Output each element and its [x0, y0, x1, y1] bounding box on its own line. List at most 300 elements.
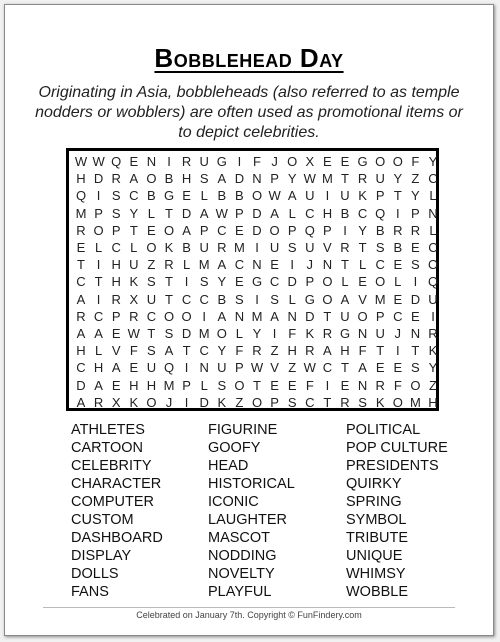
grid-letter: T: [165, 274, 173, 290]
word-list: [71, 421, 451, 601]
grid-letter: N: [287, 308, 297, 324]
grid-letter: S: [287, 240, 297, 255]
grid-letter: Z: [270, 343, 279, 359]
grid-letter: Z: [288, 360, 297, 376]
grid-letter: Z: [235, 394, 244, 410]
grid-letter: B: [164, 171, 174, 187]
grid-letter: A: [217, 257, 227, 273]
grid-letter: F: [305, 377, 314, 393]
grid-letter: T: [253, 377, 261, 393]
word-list-item: SPRING: [346, 494, 402, 510]
grid-letter: U: [199, 240, 209, 255]
grid-letter: H: [76, 343, 86, 359]
grid-letter: I: [290, 257, 294, 273]
grid-letter: M: [251, 308, 263, 324]
grid-letter: R: [111, 171, 121, 187]
word-list-item: TRIBUTE: [346, 530, 409, 546]
grid-letter: C: [111, 240, 121, 255]
footer-text: Celebrated on January 7th. Copyright © FunFindery.com: [136, 610, 362, 620]
grid-letter: N: [146, 154, 157, 169]
grid-letter: V: [111, 343, 121, 359]
grid-row: [69, 273, 439, 291]
grid-letter: P: [270, 171, 279, 187]
grid-row: [69, 205, 436, 223]
grid-letter: U: [129, 257, 139, 273]
grid-letter: L: [182, 257, 191, 273]
grid-letter: O: [322, 274, 333, 290]
grid-letter: O: [251, 394, 263, 410]
grid-letter: A: [199, 205, 209, 221]
grid-letter: L: [288, 291, 296, 307]
grid-row: [69, 308, 436, 326]
grid-letter: I: [431, 308, 435, 324]
grid-letter: Z: [147, 257, 156, 273]
grid-letter: Y: [358, 222, 367, 238]
grid-letter: U: [340, 188, 350, 204]
grid-letter: M: [198, 326, 210, 341]
grid-letter: C: [375, 257, 385, 273]
grid-letter: R: [164, 257, 174, 273]
grid-letter: V: [358, 291, 367, 307]
grid-letter: B: [182, 240, 191, 255]
grid-letter: A: [270, 205, 279, 221]
word-list-item: DASHBOARD: [71, 530, 163, 546]
grid-letter: B: [235, 188, 244, 204]
grid-letter: F: [129, 343, 138, 359]
grid-letter: S: [199, 274, 209, 290]
grid-letter: R: [340, 240, 350, 255]
grid-letter: E: [270, 377, 279, 393]
grid-letter: M: [409, 394, 421, 410]
grid-letter: R: [375, 377, 385, 393]
grid-letter: B: [393, 240, 403, 255]
grid-letter: F: [393, 377, 402, 393]
grid-letter: C: [234, 257, 245, 273]
grid-letter: E: [270, 257, 279, 273]
grid-letter: S: [111, 188, 121, 204]
grid-letter: P: [287, 222, 297, 238]
grid-letter: Y: [428, 360, 438, 376]
grid-letter: E: [411, 240, 420, 255]
grid-letter: I: [184, 274, 189, 290]
grid-letter: K: [358, 188, 367, 204]
grid-letter: M: [374, 291, 386, 307]
grid-letter: A: [76, 394, 86, 410]
grid-letter: U: [305, 240, 315, 255]
grid-letter: R: [252, 343, 262, 359]
grid-letter: A: [164, 343, 174, 359]
grid-letter: I: [237, 154, 242, 169]
grid-letter: L: [200, 377, 208, 393]
grid-letter: C: [199, 291, 209, 307]
grid-letter: I: [184, 394, 189, 410]
grid-letter: R: [129, 308, 139, 324]
grid-letter: Y: [217, 274, 227, 290]
grid-letter: Q: [163, 360, 175, 376]
grid-letter: L: [358, 257, 367, 273]
grid-letter: A: [287, 188, 297, 204]
grid-letter: E: [76, 240, 86, 255]
grid-letter: B: [375, 222, 385, 238]
grid-letter: I: [395, 205, 400, 221]
grid-letter: W: [303, 171, 316, 187]
grid-letter: O: [146, 171, 157, 187]
grid-letter: Q: [375, 205, 386, 221]
word-list-item: FIGURINE: [208, 422, 278, 438]
grid-letter: L: [288, 205, 296, 221]
grid-letter: U: [269, 240, 280, 255]
grid-letter: D: [410, 291, 421, 307]
grid-letter: R: [305, 343, 315, 359]
grid-letter: L: [341, 274, 349, 290]
grid-letter: P: [323, 222, 332, 238]
grid-letter: K: [129, 394, 139, 410]
grid-letter: A: [111, 360, 121, 376]
grid-letter: I: [325, 188, 330, 204]
grid-letter: T: [129, 222, 138, 238]
grid-letter: S: [375, 240, 385, 255]
grid-row: [69, 170, 436, 188]
grid-letter: Y: [393, 171, 403, 187]
word-list-item: HISTORICAL: [208, 476, 295, 492]
grid-letter: G: [163, 188, 175, 204]
page-title: Bobblehead Day: [154, 43, 344, 73]
grid-letter: C: [76, 360, 86, 376]
grid-letter: C: [322, 360, 333, 376]
grid-letter: J: [271, 154, 278, 169]
grid-letter: M: [198, 257, 210, 273]
grid-letter: N: [357, 326, 368, 341]
grid-letter: D: [305, 308, 315, 324]
grid-letter: E: [182, 188, 191, 204]
grid-letter: L: [94, 240, 103, 255]
grid-letter: G: [357, 154, 368, 169]
grid-letter: J: [165, 394, 173, 410]
grid-letter: C: [181, 291, 192, 307]
grid-letter: S: [270, 291, 279, 307]
grid-letter: F: [235, 343, 244, 359]
grid-letter: P: [305, 274, 315, 290]
grid-letter: A: [217, 308, 227, 324]
grid-letter: I: [343, 222, 347, 238]
grid-letter: P: [182, 377, 191, 393]
grid-letter: C: [217, 222, 227, 238]
grid-row: [69, 239, 436, 257]
word-list-item: LAUGHTER: [208, 512, 287, 528]
grid-letter: T: [376, 343, 385, 359]
grid-letter: F: [411, 154, 420, 169]
grid-letter: I: [96, 291, 101, 307]
grid-letter: J: [306, 257, 314, 273]
grid-letter: O: [251, 188, 263, 204]
word-list-item: FANS: [71, 584, 109, 600]
grid-letter: D: [199, 394, 209, 410]
grid-letter: U: [199, 154, 209, 169]
grid-letter: I: [96, 188, 101, 204]
grid-letter: O: [410, 377, 421, 393]
grid-letter: R: [76, 308, 86, 324]
grid-letter: W: [74, 154, 88, 169]
grid-letter: P: [235, 205, 244, 221]
grid-letter: W: [215, 205, 228, 221]
grid-letter: E: [411, 308, 420, 324]
grid-letter: M: [321, 171, 333, 187]
grid-letter: L: [394, 274, 402, 290]
worksheet-page: [4, 4, 494, 636]
grid-letter: E: [393, 257, 403, 273]
grid-letter: K: [217, 394, 227, 410]
word-list-item: ICONIC: [208, 494, 259, 510]
grid-letter: K: [375, 394, 385, 410]
grid-letter: C: [76, 274, 86, 290]
word-list-item: WHIMSY: [346, 566, 406, 582]
grid-letter: Z: [411, 171, 420, 187]
word-list-column-2: [208, 421, 295, 601]
grid-row: [69, 222, 436, 240]
grid-letter: L: [147, 205, 155, 221]
grid-letter: D: [287, 274, 297, 290]
grid-letter: A: [76, 326, 86, 341]
grid-letter: E: [235, 274, 244, 290]
grid-letter: L: [235, 326, 243, 341]
grid-letter: T: [341, 171, 349, 187]
grid-letter: U: [146, 360, 157, 376]
word-list-item: HEAD: [208, 458, 249, 474]
grid-letter: C: [428, 240, 438, 255]
grid-letter: P: [111, 222, 121, 238]
grid-letter: F: [288, 326, 297, 341]
grid-letter: U: [146, 291, 157, 307]
grid-letter: R: [428, 326, 438, 341]
grid-letter: O: [392, 394, 403, 410]
grid-letter: E: [393, 360, 403, 376]
grid-letter: D: [181, 205, 192, 221]
word-search-grid: [66, 148, 439, 411]
grid-letter: O: [93, 222, 104, 238]
grid-letter: N: [252, 257, 262, 273]
grid-letter: I: [413, 274, 418, 290]
grid-letter: T: [393, 188, 402, 204]
grid-letter: K: [164, 240, 174, 255]
grid-letter: E: [129, 154, 139, 169]
word-list-item: QUIRKY: [346, 476, 402, 492]
grid-letter: W: [250, 360, 264, 376]
grid-letter: R: [181, 154, 192, 169]
grid-letter: O: [287, 154, 298, 169]
grid-letter: T: [323, 308, 332, 324]
grid-letter: M: [233, 240, 245, 255]
grid-letter: D: [76, 377, 86, 393]
grid-letter: L: [429, 222, 437, 238]
grid-letter: C: [146, 308, 157, 324]
grid-letter: E: [147, 222, 156, 238]
grid-letter: E: [111, 326, 121, 341]
grid-letter: X: [129, 291, 139, 307]
grid-letter: L: [130, 240, 138, 255]
grid-letter: F: [253, 154, 261, 169]
word-list-item: WOBBLE: [346, 584, 409, 600]
grid-letter: Q: [111, 154, 122, 169]
grid-letter: R: [111, 291, 121, 307]
grid-letter: U: [375, 326, 385, 341]
grid-letter: K: [305, 326, 315, 341]
grid-letter: D: [181, 326, 192, 341]
grid-letter: I: [325, 377, 330, 393]
grid-letter: Y: [428, 154, 438, 169]
grid-letter: G: [216, 154, 227, 169]
grid-letter: P: [375, 308, 385, 324]
grid-letter: V: [323, 240, 332, 255]
grid-letter: K: [428, 343, 438, 359]
grid-letter: C: [269, 274, 280, 290]
grid-letter: E: [235, 222, 244, 238]
grid-letter: A: [358, 360, 367, 376]
grid-letter: Y: [129, 205, 139, 221]
word-list-item: CELEBRITY: [71, 458, 152, 474]
grid-letter: C: [393, 308, 403, 324]
grid-letter: C: [199, 343, 209, 359]
grid-letter: C: [129, 188, 139, 204]
grid-letter: E: [129, 360, 139, 376]
grid-letter: T: [182, 343, 191, 359]
grid-letter: N: [322, 257, 333, 273]
grid-letter: T: [165, 205, 173, 221]
grid-letter: T: [165, 291, 173, 307]
grid-letter: O: [181, 308, 192, 324]
grid-letter: A: [340, 291, 350, 307]
grid-letter: H: [428, 394, 438, 410]
grid-letter: P: [94, 205, 103, 221]
grid-letter: E: [375, 360, 385, 376]
grid-letter: I: [395, 343, 400, 359]
grid-letter: S: [199, 171, 209, 187]
grid-letter: P: [235, 360, 244, 376]
grid-letter: N: [234, 308, 245, 324]
grid-letter: R: [393, 222, 403, 238]
grid-letter: O: [146, 394, 157, 410]
grid-letter: O: [375, 154, 386, 169]
grid-letter: M: [163, 377, 175, 393]
grid-letter: N: [252, 171, 262, 187]
word-list-item: MASCOT: [208, 530, 271, 546]
grid-letter: T: [94, 274, 103, 290]
word-list-item: CARTOON: [71, 440, 143, 456]
grid-row: [69, 187, 436, 205]
grid-letter: P: [199, 222, 209, 238]
grid-letter: O: [163, 222, 175, 238]
word-list-item: NOVELTY: [208, 566, 275, 582]
grid-letter: I: [167, 154, 171, 169]
grid-letter: I: [272, 326, 277, 341]
grid-letter: L: [200, 188, 208, 204]
grid-letter: M: [75, 205, 87, 221]
grid-letter: B: [147, 188, 156, 204]
grid-letter: P: [270, 394, 279, 410]
word-list-item: PRESIDENTS: [346, 458, 439, 474]
grid-letter: Y: [411, 188, 420, 204]
grid-letter: T: [341, 360, 349, 376]
grid-letter: E: [393, 291, 403, 307]
grid-letter: B: [217, 188, 227, 204]
grid-letter: S: [235, 291, 244, 307]
grid-letter: H: [129, 377, 139, 393]
word-list-item: PLAYFUL: [208, 584, 272, 600]
grid-letter: W: [268, 188, 281, 204]
grid-letter: A: [217, 171, 227, 187]
grid-letter: H: [287, 343, 297, 359]
grid-row: [69, 325, 436, 343]
grid-letter: R: [340, 394, 350, 410]
word-list-item: ATHLETES: [71, 422, 145, 438]
grid-letter: H: [340, 343, 350, 359]
grid-letter: A: [270, 308, 279, 324]
grid-row: [69, 153, 436, 171]
grid-row: [69, 394, 436, 412]
word-list-item: COMPUTER: [71, 494, 154, 510]
grid-row: [69, 256, 439, 274]
grid-letter: C: [357, 205, 368, 221]
grid-letter: Z: [429, 377, 437, 393]
grid-letter: A: [129, 171, 139, 187]
grid-letter: H: [76, 171, 86, 187]
grid-row: [69, 342, 436, 360]
grid-letter: R: [322, 326, 333, 341]
grid-letter: S: [411, 257, 420, 273]
grid-letter: L: [429, 188, 437, 204]
grid-letter: I: [255, 240, 259, 255]
grid-letter: C: [305, 205, 315, 221]
grid-letter: E: [358, 274, 367, 290]
grid-letter: B: [217, 291, 227, 307]
grid-letter: O: [392, 154, 403, 169]
grid-letter: T: [323, 394, 332, 410]
grid-letter: I: [184, 360, 189, 376]
grid-letter: R: [217, 240, 227, 255]
grid-letter: Y: [217, 343, 227, 359]
grid-letter: T: [77, 257, 85, 273]
grid-letter: S: [147, 343, 156, 359]
footer-divider: [43, 607, 455, 608]
grid-letter: N: [199, 360, 209, 376]
grid-letter: T: [341, 257, 349, 273]
grid-letter: O: [427, 257, 439, 273]
grid-letter: A: [323, 343, 332, 359]
grid-letter: C: [305, 394, 315, 410]
grid-letter: O: [269, 222, 280, 238]
grid-letter: O: [322, 291, 333, 307]
grid-letter: S: [217, 377, 227, 393]
grid-letter: I: [255, 291, 259, 307]
word-list-item: CHARACTER: [71, 476, 162, 492]
grid-letter: Y: [252, 326, 262, 341]
grid-letter: O: [357, 308, 368, 324]
word-list-item: NODDING: [208, 548, 277, 564]
grid-letter: H: [322, 205, 333, 221]
word-list-item: DOLLS: [71, 566, 119, 582]
grid-letter: Y: [287, 171, 297, 187]
word-list-item: DISPLAY: [71, 548, 132, 564]
grid-letter: K: [129, 274, 139, 290]
grid-letter: H: [181, 171, 192, 187]
grid-letter: J: [394, 326, 402, 341]
grid-letter: S: [411, 360, 420, 376]
grid-letter: R: [76, 222, 86, 238]
grid-letter: S: [164, 326, 174, 341]
word-list-item: POLITICAL: [346, 422, 421, 438]
grid-letter: H: [93, 360, 104, 376]
grid-row: [69, 377, 436, 395]
grid-letter: X: [111, 394, 121, 410]
